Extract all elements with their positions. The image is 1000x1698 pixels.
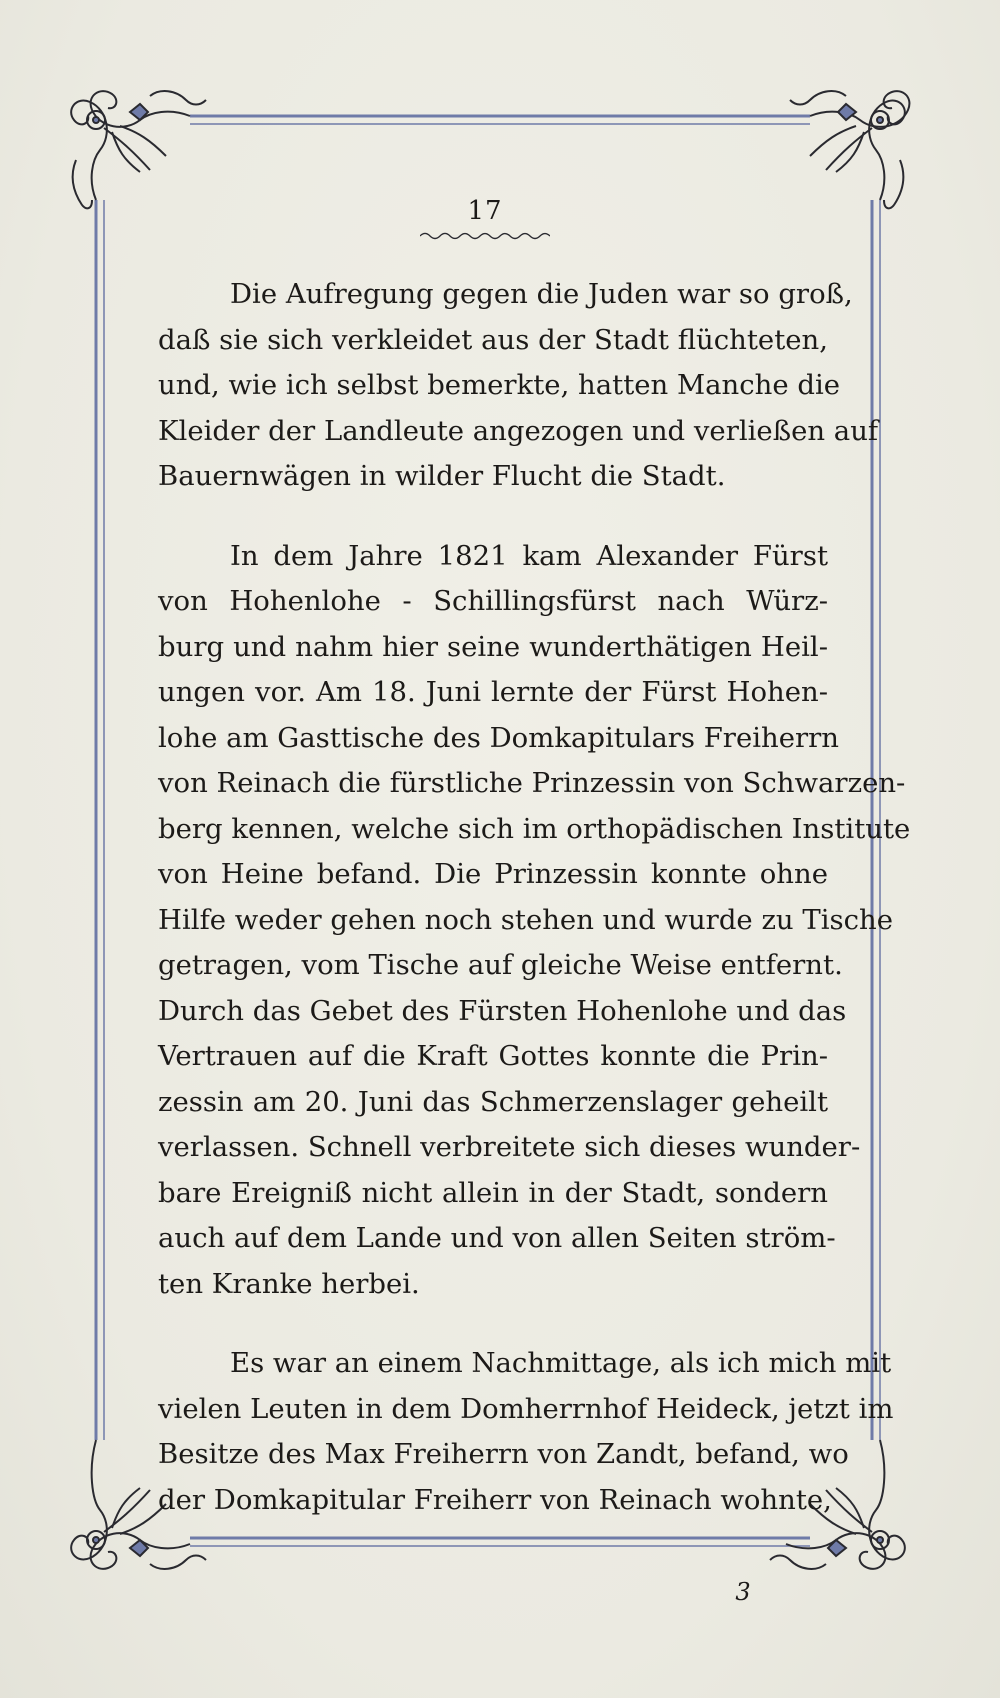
page-number-underline bbox=[420, 230, 550, 242]
text-line: berg kennen, welche sich im orthopädischen Institute bbox=[158, 812, 911, 845]
text-line: vielen Leuten in dem Domherrnhof Heideck, jetzt im bbox=[158, 1392, 894, 1425]
text-line: von Reinach die fürstliche Prinzessin von Schwarzen- bbox=[158, 767, 906, 799]
text-line: Durch das Gebet des Fürsten Hohenlohe und das bbox=[158, 994, 847, 1027]
text-line: von Hohenlohe - Schillingsfürst nach Würz- bbox=[158, 585, 828, 617]
body-text bbox=[158, 272, 911, 1557]
text-line: burg und nahm hier seine wunderthätigen Heil- bbox=[158, 630, 828, 663]
text-line: lohe am Gasttische des Domkapitulars Freiherrn bbox=[158, 721, 840, 754]
text-line: zessin am 20. Juni das Schmerzenslager geheilt bbox=[158, 1085, 828, 1118]
paragraph-2 bbox=[158, 534, 911, 1308]
text-line: ten Kranke herbei. bbox=[158, 1267, 420, 1300]
corner-ornament-top-right bbox=[790, 91, 909, 208]
text-line: Kleider der Landleute angezogen und verließen auf bbox=[158, 414, 879, 447]
text-line: von Heine befand. Die Prinzessin konnte ohne bbox=[158, 858, 828, 890]
text-line: Bauernwägen in wilder Flucht die Stadt. bbox=[158, 460, 726, 492]
text-line: ungen vor. Am 18. Juni lernte der Fürst Hohen- bbox=[158, 676, 828, 708]
text-line: Die Aufregung gegen die Juden war so groß, bbox=[230, 278, 853, 310]
signature-mark: 3 bbox=[735, 1578, 751, 1606]
text-line: verlassen. Schnell verbreitete sich dieses wunder- bbox=[158, 1131, 861, 1163]
text-line: bare Ereigniß nicht allein in der Stadt, sondern bbox=[158, 1176, 828, 1209]
corner-ornament-top-left bbox=[71, 91, 206, 208]
page-number: 17 bbox=[467, 196, 503, 226]
text-line: Es war an einem Nachmittage, als ich mich mit bbox=[230, 1347, 892, 1379]
paragraph-3 bbox=[158, 1341, 894, 1523]
text-line: In dem Jahre 1821 kam Alexander Fürst bbox=[230, 539, 828, 572]
text-line: der Domkapitular Freiherr von Reinach wohnte, bbox=[158, 1483, 832, 1516]
text-line: daß sie sich verkleidet aus der Stadt flüchteten, bbox=[158, 323, 828, 356]
text-line: Hilfe weder gehen noch stehen und wurde zu Tische bbox=[158, 903, 894, 936]
text-line: Besitze des Max Freiherrn von Zandt, befand, wo bbox=[158, 1438, 849, 1470]
paragraph-1 bbox=[158, 272, 879, 500]
text-line: auch auf dem Lande und von allen Seiten ström- bbox=[158, 1222, 836, 1254]
text-line: getragen, vom Tische auf gleiche Weise entfernt. bbox=[158, 949, 843, 981]
text-line: Vertrauen auf die Kraft Gottes konnte die Prin- bbox=[158, 1040, 828, 1072]
text-line: und, wie ich selbst bemerkte, hatten Manche die bbox=[158, 369, 841, 401]
